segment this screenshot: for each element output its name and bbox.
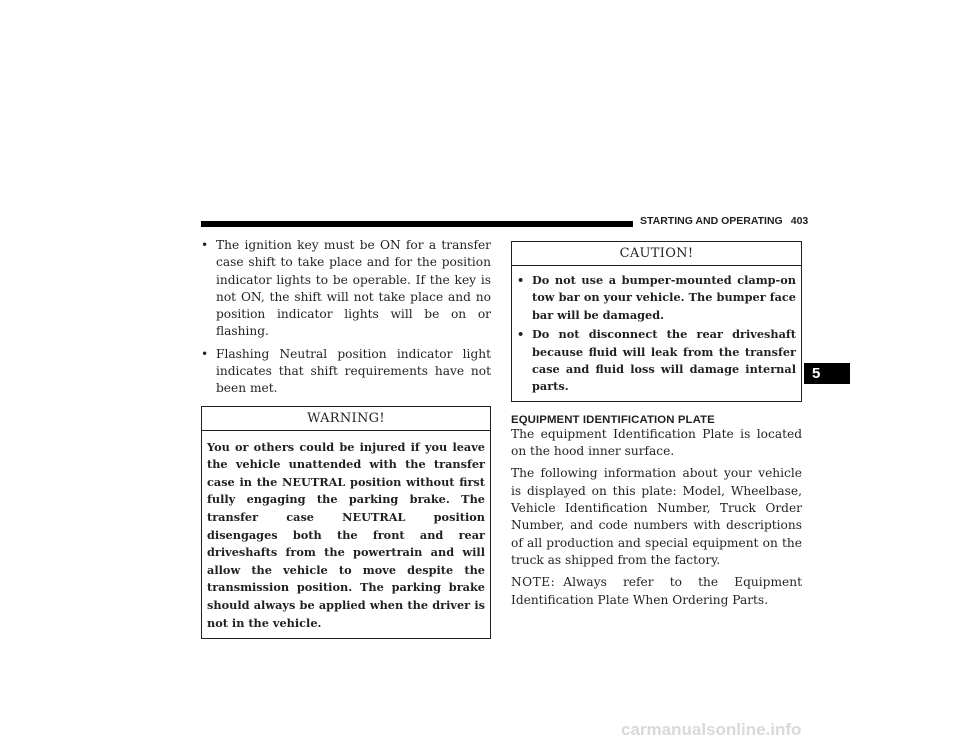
bullet-icon: •	[201, 238, 209, 252]
header-rule	[201, 221, 633, 227]
running-header	[640, 215, 808, 227]
warning-box	[201, 406, 491, 640]
list-item	[201, 346, 491, 398]
note-paragraph	[511, 574, 802, 609]
note-label: NOTE:	[511, 575, 556, 590]
watermark: carmanualsonline.info	[621, 720, 802, 739]
warning-body: You or others could be injured if you leave the vehicle unattended with the transfer case in the NEUTRAL position without first fully engaging the parking brake. The transfer case NEUTRAL position disengages both the front and rear driveshafts from the powertrain and will allow the vehicle to move despite the transmission position. The parking brake should always be applied when the driver is not in the vehicle.	[207, 439, 485, 630]
paragraph: The equipment Identification Plate is located on the hood inner surface.	[511, 426, 802, 459]
caution-body	[512, 266, 801, 401]
list-item	[201, 237, 491, 341]
warning-title: WARNING!	[202, 407, 490, 431]
list-item	[517, 326, 796, 396]
section-title: STARTING AND OPERATING	[640, 215, 783, 227]
chapter-tab: 5	[804, 363, 850, 384]
list-item	[517, 272, 796, 324]
caution-box	[511, 241, 802, 402]
bullet-icon: •	[517, 273, 525, 287]
paragraph: The following information about your vehicle is displayed on this plate: Model, Wheelbase, Vehicle Identification Number, Truck Order Number, and code numbers with descriptions of all production and special equipment on the truck as shipped from the factory.	[511, 466, 802, 567]
right-column	[511, 241, 802, 614]
bullet-icon: •	[201, 346, 209, 361]
list-item-text: Do not use a bumper-mounted clamp-on tow bar on your vehicle. The bumper face bar will be damaged.	[532, 273, 796, 322]
list-item-text: The ignition key must be ON for a transfer case shift to take place and for the position indicator lights to be operable. If the key is not ON, the shift will not take place and no position indicator lights will be on or flashing.	[216, 238, 491, 339]
note-text: Always refer to the Equipment Identification Plate When Ordering Parts.	[511, 575, 802, 607]
caution-title: CAUTION!	[512, 242, 801, 266]
section-heading: EQUIPMENT IDENTIFICATION PLATE	[511, 413, 715, 426]
page-number: 403	[790, 215, 809, 227]
left-column	[201, 237, 491, 639]
list-item-text: Flashing Neutral position indicator light indicates that shift requirements have not been met.	[216, 346, 491, 396]
list-item-text: Do not disconnect the rear driveshaft because fluid will leak from the transfer case and fluid loss will damage internal parts.	[532, 327, 796, 394]
bullet-icon: •	[517, 327, 525, 342]
